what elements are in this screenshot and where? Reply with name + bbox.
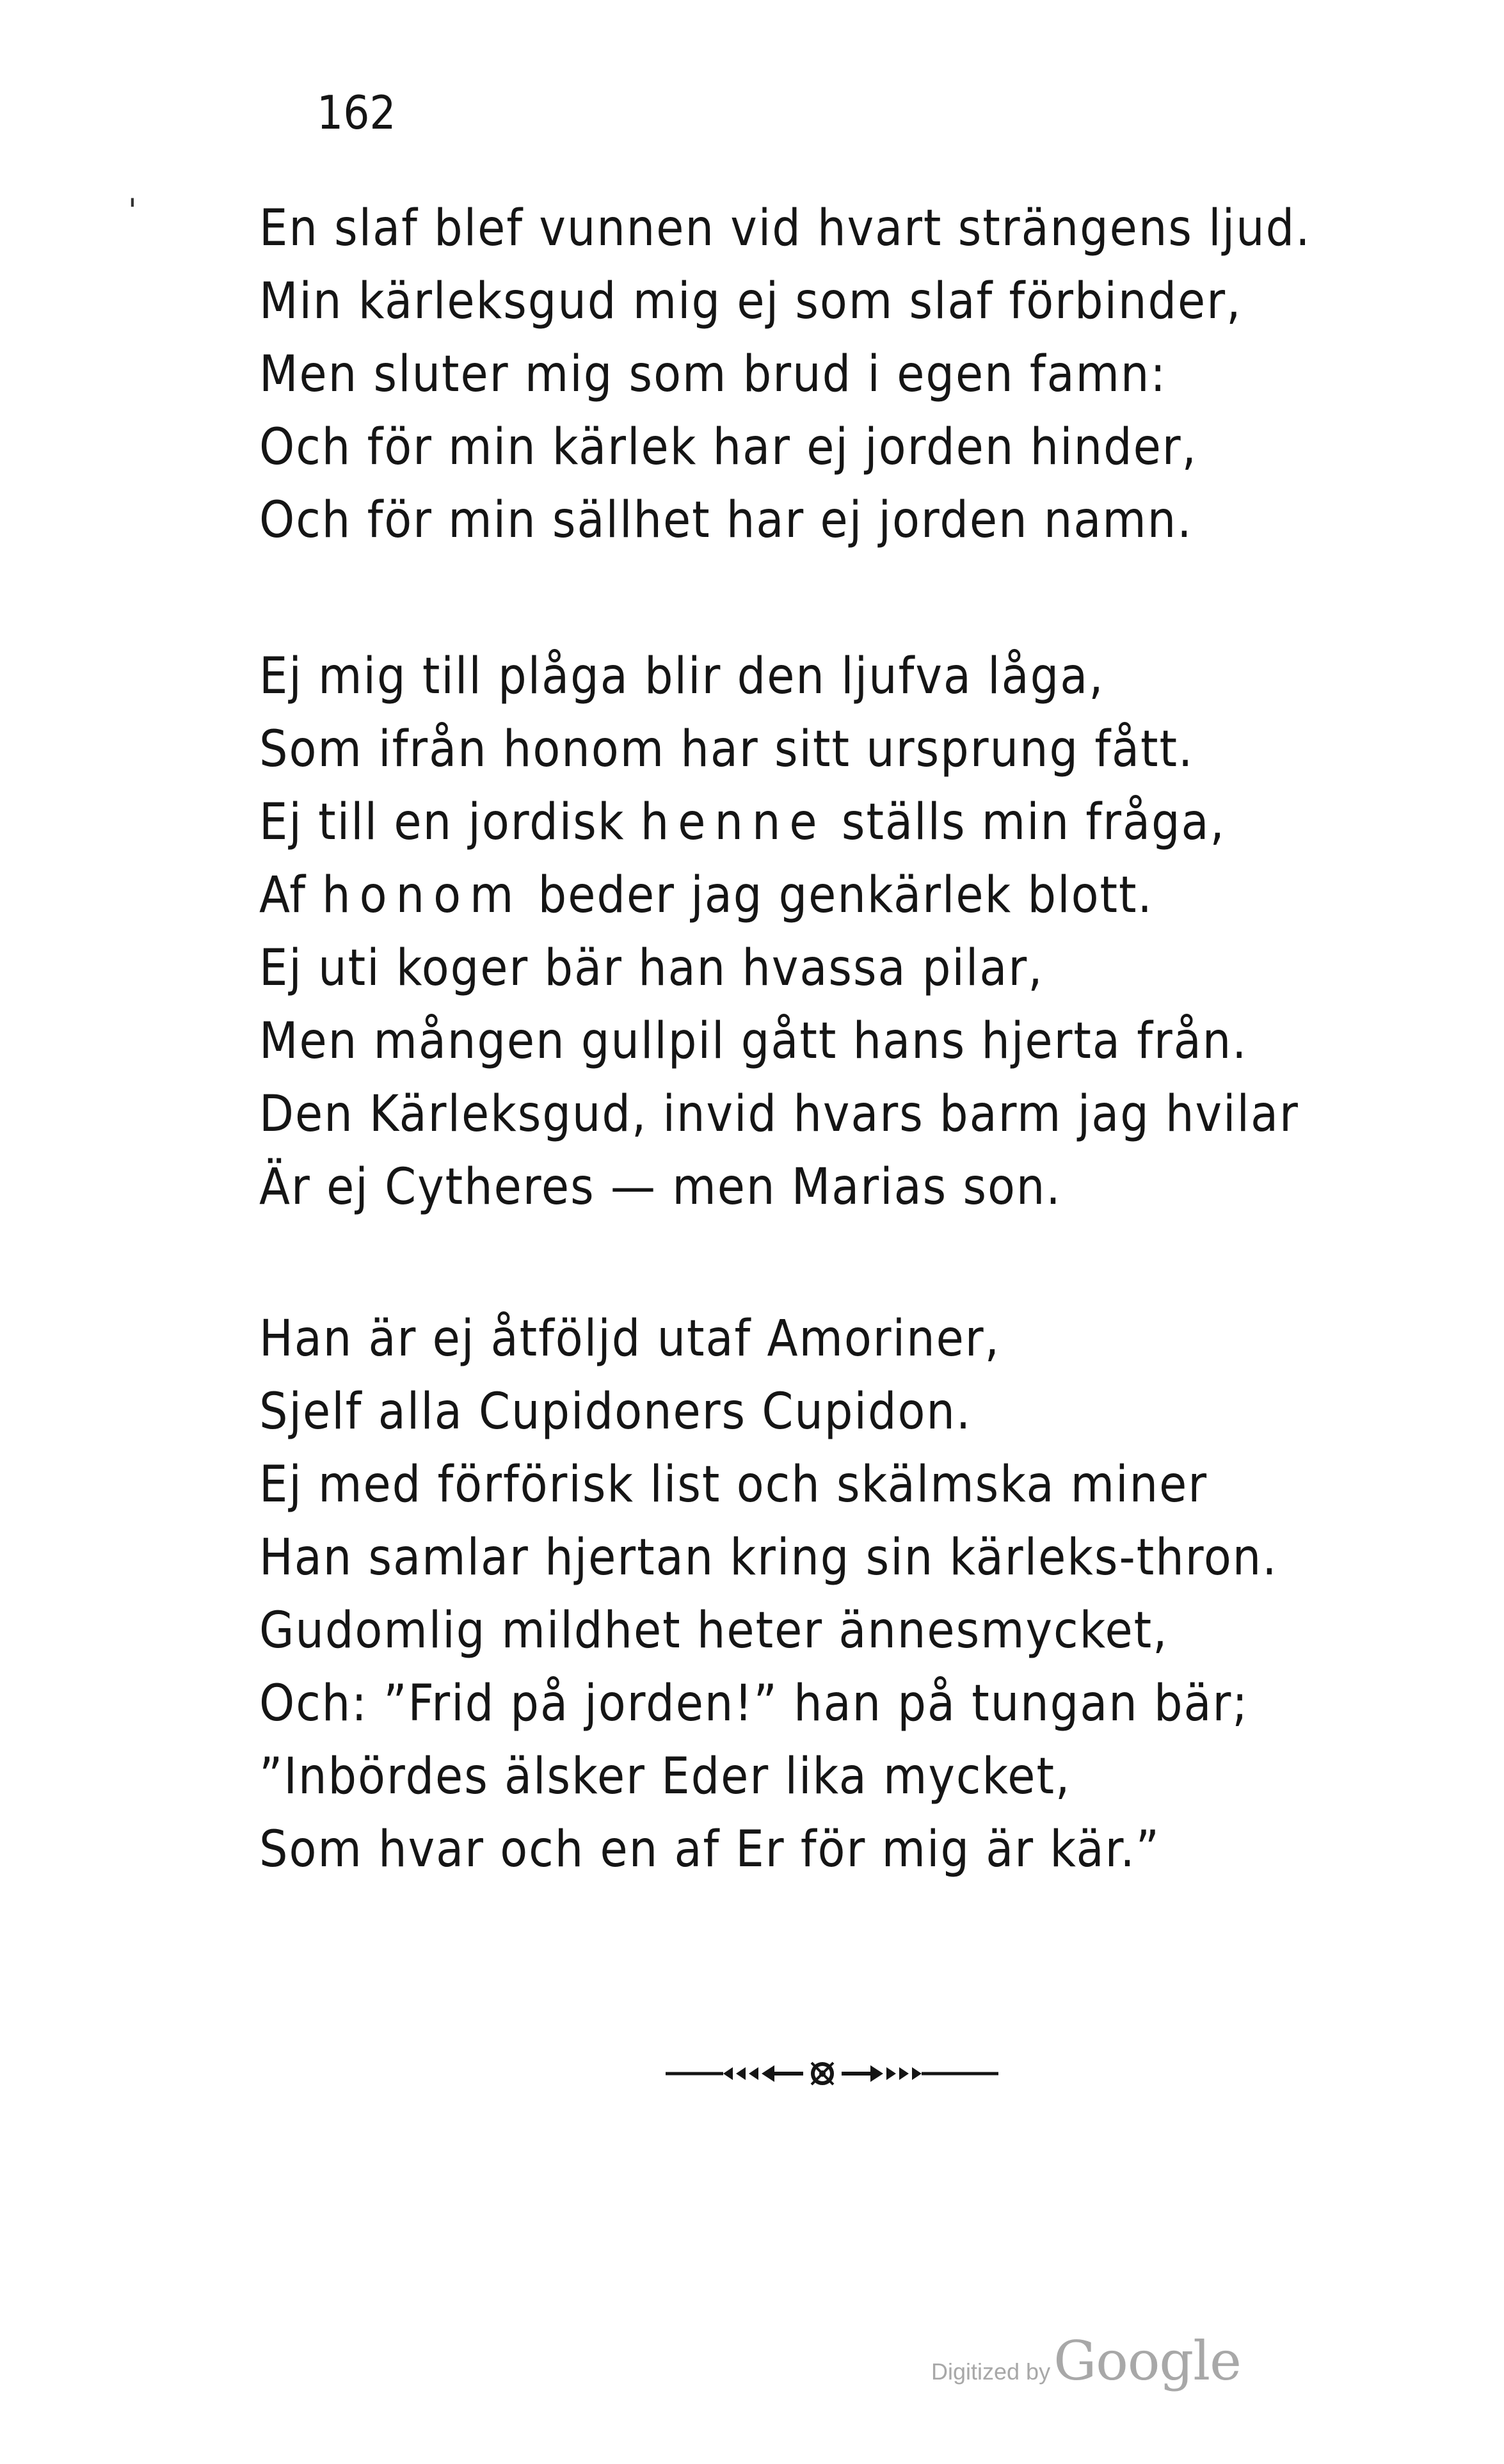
poem-line: Han är ej åtföljd utaf Amoriner,: [259, 1310, 1000, 1368]
line-text: Af: [259, 867, 323, 924]
google-watermark: [931, 2330, 1241, 2392]
ornament-divider-icon: [666, 2058, 998, 2090]
poem-line: Den Kärleksgud, invid hvars barm jag hvilar: [259, 1085, 1299, 1143]
stanza-1: [259, 192, 1311, 557]
poem-line: ”Inbördes älsker Eder lika mycket,: [259, 1748, 1071, 1805]
margin-mark: ': [128, 192, 137, 229]
poem-line: Min kärleksgud mig ej som slaf förbinder,: [259, 273, 1242, 330]
poem-line: Som hvar och en af Er för mig är kär.”: [259, 1821, 1160, 1878]
poem-line: Och för min sällhet har ej jorden namn.: [259, 492, 1193, 549]
poem-line: Är ej Cytheres — men Marias son.: [259, 1158, 1062, 1216]
poem-line: Och: ”Frid på jorden!” han på tungan bär;: [259, 1675, 1249, 1732]
poem-line: [259, 859, 1299, 932]
watermark-prefix: Digitized by: [931, 2358, 1051, 2385]
poem-line: Ej mig till plåga blir den ljufva låga,: [259, 648, 1105, 705]
watermark-brand: Google: [1053, 2330, 1241, 2392]
poem-line: Han samlar hjertan kring sin kärleks-thron.: [259, 1529, 1278, 1587]
poem-line: Ej med förförisk list och skälmska miner: [259, 1456, 1208, 1514]
line-text: ställs min fråga,: [826, 794, 1226, 851]
poem-line: Ej uti koger bär han hvassa pilar,: [259, 940, 1044, 997]
emphasis-honom: honom: [322, 867, 523, 924]
line-text: Ej till en jordisk: [259, 794, 641, 851]
poem-line: Som ifrån honom har sitt ursprung fått.: [259, 721, 1194, 778]
poem-line: Gudomlig mildhet heter ännesmycket,: [259, 1602, 1169, 1660]
stanza-2: [259, 640, 1299, 1224]
poem-line: Och för min kärlek har ej jorden hinder,: [259, 419, 1197, 476]
poem-line: En slaf blef vunnen vid hvart strängens ljud.: [259, 200, 1311, 257]
page-number: 162: [317, 86, 396, 140]
poem-line: Men mången gullpil gått hans hjerta från.: [259, 1012, 1248, 1070]
poem-line: Sjelf alla Cupidoners Cupidon.: [259, 1383, 972, 1441]
stanza-3: [259, 1302, 1278, 1886]
line-text: beder jag genkärlek blott.: [522, 867, 1153, 924]
emphasis-henne: henne: [640, 794, 826, 851]
poem-line: Men sluter mig som brud i egen famn:: [259, 346, 1167, 403]
poem-line: [259, 786, 1299, 859]
